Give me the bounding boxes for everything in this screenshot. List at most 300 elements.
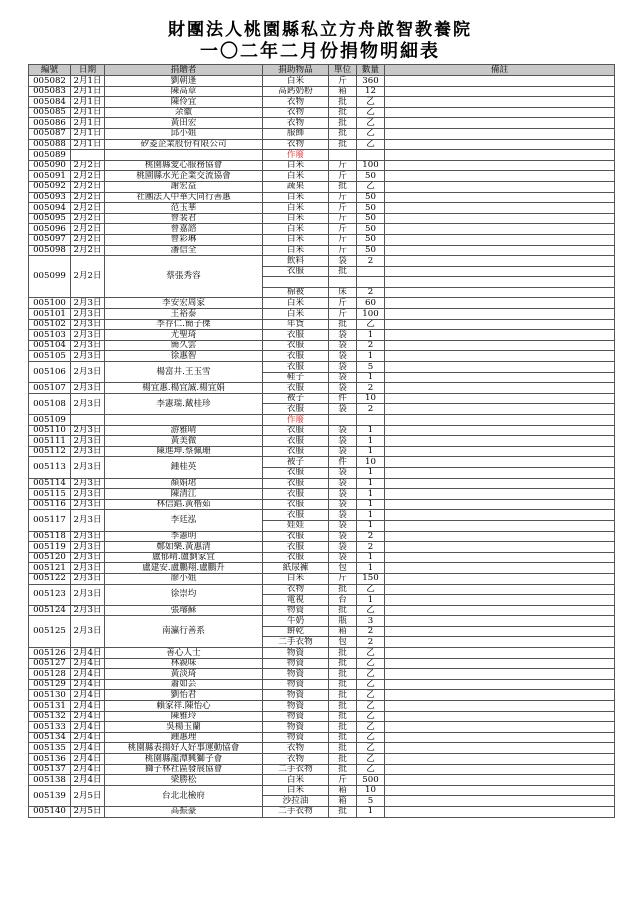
note xyxy=(385,351,615,362)
quantity: 乙 xyxy=(357,732,385,743)
note xyxy=(385,552,615,563)
table-row xyxy=(29,256,615,267)
quantity: 1 xyxy=(357,330,385,341)
unit: 批 xyxy=(329,648,357,659)
quantity: 100 xyxy=(357,309,385,320)
table-row xyxy=(29,542,615,553)
record-date: 2月4日 xyxy=(71,679,105,690)
record-date: 2月2日 xyxy=(71,213,105,224)
donor-name: 李存仁.簡子傑 xyxy=(105,319,263,330)
record-id: 005128 xyxy=(29,669,71,680)
item-name: 白米 xyxy=(263,245,329,256)
table-row xyxy=(29,171,615,182)
record-date: 2月3日 xyxy=(71,489,105,500)
quantity: 乙 xyxy=(357,181,385,192)
quantity: 1 xyxy=(357,478,385,489)
record-id: 005094 xyxy=(29,203,71,214)
quantity: 2 xyxy=(357,383,385,394)
note xyxy=(385,256,615,267)
table-row xyxy=(29,531,615,542)
unit: 斤 xyxy=(329,245,357,256)
table-row xyxy=(29,605,615,616)
item-name: 白米 xyxy=(263,203,329,214)
note xyxy=(385,118,615,129)
record-date: 2月1日 xyxy=(71,86,105,97)
col-header-note: 備註 xyxy=(385,65,615,76)
table-row xyxy=(29,393,615,404)
unit: 袋 xyxy=(329,362,357,373)
unit: 袋 xyxy=(329,446,357,457)
table-row xyxy=(29,203,615,214)
record-date: 2月2日 xyxy=(71,234,105,245)
unit: 袋 xyxy=(329,542,357,553)
item-name: 衣服 xyxy=(263,542,329,553)
record-id: 005118 xyxy=(29,531,71,542)
donor-name: 李安宏周家 xyxy=(105,298,263,309)
donor-name: 曾裴君 xyxy=(105,213,263,224)
unit: 袋 xyxy=(329,425,357,436)
note xyxy=(385,234,615,245)
item-name: 白米 xyxy=(263,775,329,786)
unit: 件 xyxy=(329,393,357,404)
quantity: 1 xyxy=(357,552,385,563)
item-name: 衣服 xyxy=(263,266,329,277)
note xyxy=(385,372,615,383)
quantity: 2 xyxy=(357,404,385,415)
quantity: 2 xyxy=(357,287,385,298)
item-name: 白米 xyxy=(263,160,329,171)
donor-name: 楊宜惠.楊宜誠.楊宜娟 xyxy=(105,383,263,394)
table-row xyxy=(29,563,615,574)
record-id: 005088 xyxy=(29,139,71,150)
unit: 批 xyxy=(329,701,357,712)
record-date: 2月3日 xyxy=(71,478,105,489)
note xyxy=(385,457,615,468)
table-row xyxy=(29,764,615,775)
unit: 瓶 xyxy=(329,616,357,627)
item-name: 衣物 xyxy=(263,139,329,150)
record-id: 005123 xyxy=(29,584,71,605)
donor-name: 黃淡琦 xyxy=(105,669,263,680)
unit: 批 xyxy=(329,722,357,733)
record-date: 2月3日 xyxy=(71,552,105,563)
item-name xyxy=(263,277,329,288)
unit: 斤 xyxy=(329,309,357,320)
item-name: 衣服 xyxy=(263,383,329,394)
table-row xyxy=(29,701,615,712)
quantity: 50 xyxy=(357,203,385,214)
record-date: 2月4日 xyxy=(71,690,105,701)
quantity: 乙 xyxy=(357,743,385,754)
table-row xyxy=(29,732,615,743)
record-id: 005121 xyxy=(29,563,71,574)
donor-name: 矽菱企業股份有限公司 xyxy=(105,139,263,150)
donor-name: 游雅晴 xyxy=(105,425,263,436)
record-date: 2月3日 xyxy=(71,457,105,478)
note xyxy=(385,701,615,712)
unit: 批 xyxy=(329,118,357,129)
record-id: 005112 xyxy=(29,446,71,457)
donor-name: 陳伶宜 xyxy=(105,97,263,108)
item-name: 紙尿褲 xyxy=(263,563,329,574)
record-date xyxy=(71,150,105,161)
org-title: 財團法人桃園縣私立方舟啟智教養院 xyxy=(168,20,472,40)
record-date: 2月4日 xyxy=(71,754,105,765)
donor-name: 曾彩琳 xyxy=(105,234,263,245)
record-date: 2月3日 xyxy=(71,499,105,510)
quantity: 1 xyxy=(357,563,385,574)
note xyxy=(385,139,615,150)
unit: 袋 xyxy=(329,467,357,478)
record-id: 005111 xyxy=(29,436,71,447)
record-id: 005107 xyxy=(29,383,71,394)
note xyxy=(385,520,615,531)
quantity: 360 xyxy=(357,76,385,87)
note xyxy=(385,203,615,214)
note xyxy=(385,340,615,351)
record-id: 005104 xyxy=(29,340,71,351)
item-name: 衣服 xyxy=(263,404,329,415)
note xyxy=(385,277,615,288)
record-id: 005102 xyxy=(29,319,71,330)
record-date: 2月3日 xyxy=(71,383,105,394)
record-id: 005092 xyxy=(29,181,71,192)
table-row xyxy=(29,658,615,669)
table-row xyxy=(29,722,615,733)
note xyxy=(385,107,615,118)
quantity: 50 xyxy=(357,224,385,235)
item-name: 物資 xyxy=(263,690,329,701)
record-date: 2月3日 xyxy=(71,605,105,616)
unit: 台 xyxy=(329,595,357,606)
note xyxy=(385,806,615,817)
quantity: 乙 xyxy=(357,584,385,595)
note xyxy=(385,404,615,415)
table-row xyxy=(29,457,615,468)
note xyxy=(385,722,615,733)
record-date: 2月3日 xyxy=(71,573,105,584)
record-id: 005110 xyxy=(29,425,71,436)
record-id: 005089 xyxy=(29,150,71,161)
quantity: 1 xyxy=(357,351,385,362)
quantity: 乙 xyxy=(357,107,385,118)
quantity: 100 xyxy=(357,160,385,171)
note xyxy=(385,330,615,341)
donor-name: 陳清江 xyxy=(105,489,263,500)
donor-name: 李憲明 xyxy=(105,531,263,542)
quantity: 乙 xyxy=(357,764,385,775)
note xyxy=(385,732,615,743)
record-id: 005097 xyxy=(29,234,71,245)
quantity: 1 xyxy=(357,372,385,383)
record-id: 005105 xyxy=(29,351,71,362)
quantity: 乙 xyxy=(357,139,385,150)
record-date xyxy=(71,415,105,426)
record-id: 005120 xyxy=(29,552,71,563)
item-name: 白米 xyxy=(263,234,329,245)
quantity xyxy=(357,277,385,288)
note xyxy=(385,76,615,87)
item-name: 白米 xyxy=(263,171,329,182)
record-date: 2月4日 xyxy=(71,711,105,722)
donor-name: 簡久雲 xyxy=(105,340,263,351)
table-row xyxy=(29,139,615,150)
record-date: 2月3日 xyxy=(71,563,105,574)
record-id: 005090 xyxy=(29,160,71,171)
record-date: 2月2日 xyxy=(71,203,105,214)
unit: 斤 xyxy=(329,203,357,214)
record-date: 2月4日 xyxy=(71,764,105,775)
void-mark: 作廢 xyxy=(263,415,329,426)
table-row xyxy=(29,425,615,436)
item-name: 物資 xyxy=(263,658,329,669)
quantity: 1 xyxy=(357,446,385,457)
unit: 批 xyxy=(329,97,357,108)
record-date: 2月4日 xyxy=(71,743,105,754)
quantity: 乙 xyxy=(357,690,385,701)
note xyxy=(385,150,615,161)
record-id: 005106 xyxy=(29,362,71,383)
donation-table xyxy=(28,64,615,818)
col-header-date: 日期 xyxy=(71,65,105,76)
donor-name: 余徽 xyxy=(105,107,263,118)
donor-name: 鍾惠理 xyxy=(105,732,263,743)
table-row xyxy=(29,76,615,87)
item-name: 物資 xyxy=(263,722,329,733)
item-name: 白米 xyxy=(263,573,329,584)
table-row xyxy=(29,648,615,659)
donor-name: 獅子林社區發展協會 xyxy=(105,764,263,775)
record-id: 005124 xyxy=(29,605,71,616)
quantity: 乙 xyxy=(357,605,385,616)
unit: 袋 xyxy=(329,256,357,267)
item-name: 衣服 xyxy=(263,351,329,362)
table-row xyxy=(29,489,615,500)
unit: 批 xyxy=(329,711,357,722)
record-date: 2月2日 xyxy=(71,171,105,182)
quantity xyxy=(357,415,385,426)
item-name: 衣服 xyxy=(263,446,329,457)
unit: 批 xyxy=(329,181,357,192)
unit: 批 xyxy=(329,605,357,616)
item-name: 衣服 xyxy=(263,478,329,489)
unit: 批 xyxy=(329,107,357,118)
quantity: 乙 xyxy=(357,97,385,108)
donor-name: 林親味 xyxy=(105,658,263,669)
table-row xyxy=(29,690,615,701)
quantity: 2 xyxy=(357,340,385,351)
item-name: 二手衣物 xyxy=(263,764,329,775)
item-name: 年貨 xyxy=(263,319,329,330)
unit: 袋 xyxy=(329,489,357,500)
record-id: 005084 xyxy=(29,97,71,108)
donor-name: 范玉華 xyxy=(105,203,263,214)
item-name: 被子 xyxy=(263,457,329,468)
note xyxy=(385,245,615,256)
note xyxy=(385,224,615,235)
record-id: 005109 xyxy=(29,415,71,426)
record-id: 005127 xyxy=(29,658,71,669)
quantity: 500 xyxy=(357,775,385,786)
record-date: 2月3日 xyxy=(71,584,105,605)
record-id: 005099 xyxy=(29,256,71,298)
record-date: 2月3日 xyxy=(71,510,105,531)
note xyxy=(385,478,615,489)
quantity: 10 xyxy=(357,393,385,404)
note xyxy=(385,213,615,224)
table-row xyxy=(29,298,615,309)
col-header-donor: 捐贈者 xyxy=(105,65,263,76)
record-id: 005116 xyxy=(29,499,71,510)
item-name: 沙拉油 xyxy=(263,796,329,807)
donor-name: 邱小姐 xyxy=(105,128,263,139)
item-name: 衣服 xyxy=(263,340,329,351)
donor-name: 楊富井.王玉雪 xyxy=(105,362,263,383)
record-id: 005134 xyxy=(29,732,71,743)
table-row xyxy=(29,679,615,690)
item-name: 物資 xyxy=(263,605,329,616)
record-date: 2月3日 xyxy=(71,362,105,383)
unit: 袋 xyxy=(329,383,357,394)
donor-name: 鄭如樂.黃惠清 xyxy=(105,542,263,553)
unit: 批 xyxy=(329,732,357,743)
table-row xyxy=(29,446,615,457)
unit: 斤 xyxy=(329,234,357,245)
table-row xyxy=(29,150,615,161)
record-date: 2月4日 xyxy=(71,775,105,786)
donor-name: 徐惠智 xyxy=(105,351,263,362)
donor-name: 蕭如芸 xyxy=(105,679,263,690)
note xyxy=(385,128,615,139)
donor-name: 社團法人中華大同行善惠 xyxy=(105,192,263,203)
unit: 床 xyxy=(329,287,357,298)
item-name: 衣物 xyxy=(263,107,329,118)
record-id: 005139 xyxy=(29,785,71,806)
note xyxy=(385,658,615,669)
donor-name: 林信錩.黃楷茹 xyxy=(105,499,263,510)
item-name: 白米 xyxy=(263,76,329,87)
note xyxy=(385,637,615,648)
table-row xyxy=(29,552,615,563)
table-row xyxy=(29,584,615,595)
quantity: 乙 xyxy=(357,711,385,722)
item-name: 衣物 xyxy=(263,584,329,595)
col-header-item: 捐助物品 xyxy=(263,65,329,76)
table-row xyxy=(29,340,615,351)
record-id: 005083 xyxy=(29,86,71,97)
item-name: 衣服 xyxy=(263,467,329,478)
record-id: 005100 xyxy=(29,298,71,309)
quantity: 乙 xyxy=(357,648,385,659)
unit: 斤 xyxy=(329,160,357,171)
note xyxy=(385,605,615,616)
unit: 斤 xyxy=(329,76,357,87)
unit: 件 xyxy=(329,457,357,468)
quantity: 1 xyxy=(357,499,385,510)
record-id: 005137 xyxy=(29,764,71,775)
donor-name: 顏娟珺 xyxy=(105,478,263,489)
note xyxy=(385,489,615,500)
record-id: 005129 xyxy=(29,679,71,690)
note xyxy=(385,690,615,701)
record-id: 005138 xyxy=(29,775,71,786)
record-date: 2月3日 xyxy=(71,425,105,436)
record-date: 2月3日 xyxy=(71,616,105,648)
record-id: 005133 xyxy=(29,722,71,733)
unit xyxy=(329,415,357,426)
record-date: 2月1日 xyxy=(71,139,105,150)
record-date: 2月2日 xyxy=(71,181,105,192)
item-name: 餅乾 xyxy=(263,626,329,637)
item-name: 二手衣物 xyxy=(263,637,329,648)
note xyxy=(385,436,615,447)
unit: 包 xyxy=(329,637,357,648)
note xyxy=(385,616,615,627)
donor-name: 張璿蘇 xyxy=(105,605,263,616)
note xyxy=(385,510,615,521)
unit: 斤 xyxy=(329,224,357,235)
quantity: 12 xyxy=(357,86,385,97)
quantity: 1 xyxy=(357,425,385,436)
unit: 袋 xyxy=(329,478,357,489)
unit xyxy=(329,277,357,288)
quantity: 50 xyxy=(357,213,385,224)
item-name: 衣物 xyxy=(263,743,329,754)
unit: 批 xyxy=(329,806,357,817)
record-id: 005098 xyxy=(29,245,71,256)
quantity: 2 xyxy=(357,542,385,553)
quantity: 50 xyxy=(357,245,385,256)
record-id: 005131 xyxy=(29,701,71,712)
table-row xyxy=(29,160,615,171)
record-date: 2月4日 xyxy=(71,648,105,659)
unit: 箱 xyxy=(329,626,357,637)
donor-name: 曾嘉諮 xyxy=(105,224,263,235)
table-row xyxy=(29,224,615,235)
note xyxy=(385,542,615,553)
item-name: 白米 xyxy=(263,309,329,320)
table-row xyxy=(29,775,615,786)
item-name: 衣服 xyxy=(263,362,329,373)
table-row xyxy=(29,234,615,245)
quantity: 乙 xyxy=(357,118,385,129)
record-id: 005117 xyxy=(29,510,71,531)
unit: 袋 xyxy=(329,340,357,351)
note xyxy=(385,648,615,659)
table-row xyxy=(29,478,615,489)
unit: 箱 xyxy=(329,796,357,807)
item-name: 衣服 xyxy=(263,436,329,447)
table-row xyxy=(29,573,615,584)
quantity: 1 xyxy=(357,595,385,606)
record-date: 2月3日 xyxy=(71,351,105,362)
record-date: 2月1日 xyxy=(71,118,105,129)
table-row xyxy=(29,711,615,722)
table-row xyxy=(29,192,615,203)
item-name: 物資 xyxy=(263,679,329,690)
item-name: 衣服 xyxy=(263,489,329,500)
table-row xyxy=(29,510,615,521)
quantity: 3 xyxy=(357,616,385,627)
quantity: 1 xyxy=(357,436,385,447)
donor-name: 王裕泰 xyxy=(105,309,263,320)
table-row xyxy=(29,669,615,680)
note xyxy=(385,785,615,796)
item-name: 白米 xyxy=(263,224,329,235)
note xyxy=(385,775,615,786)
record-date: 2月3日 xyxy=(71,446,105,457)
table-row xyxy=(29,97,615,108)
